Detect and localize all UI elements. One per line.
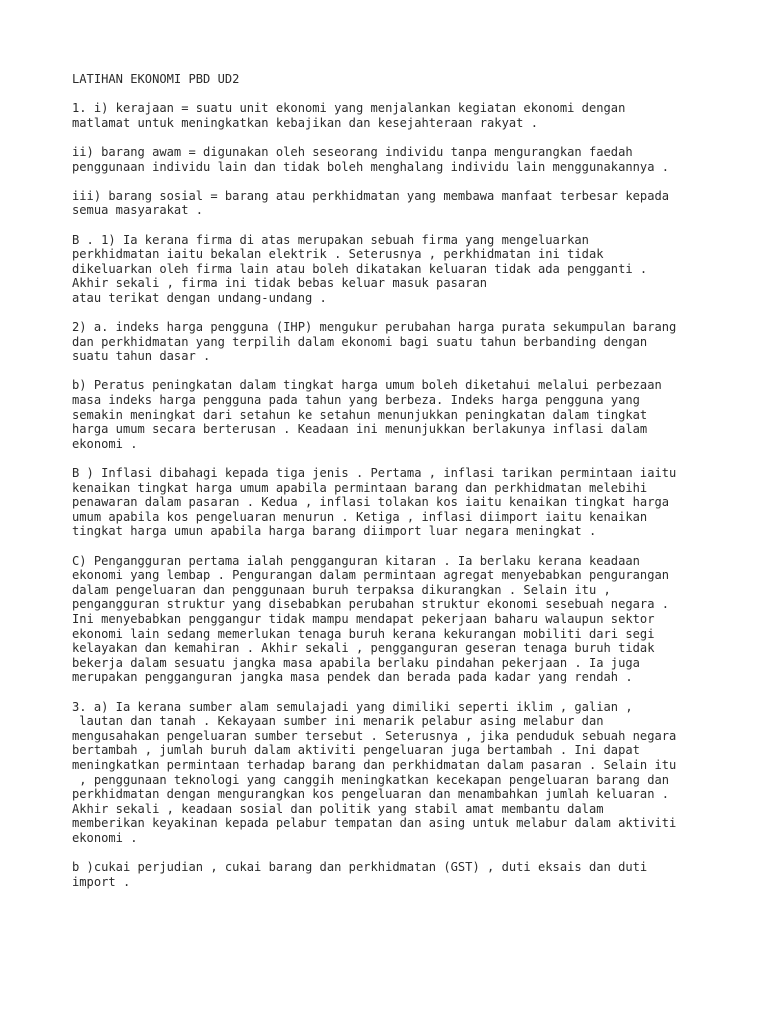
text-line: penawaran dalam pasaran . Kedua , inflasi tolakan kos iaitu kenaikan tingkat harga — [72, 495, 670, 510]
text-line: matlamat untuk meningkatkan kebajikan dan kesejahteraan rakyat . — [72, 115, 538, 130]
paragraph — [72, 466, 712, 539]
text-line: B . 1) Ia kerana firma di atas merupakan sebuah firma yang mengeluarkan — [72, 232, 589, 247]
paragraph — [72, 101, 712, 130]
text-line: B ) Inflasi dibahagi kepada tiga jenis . Pertama , inflasi tarikan permintaan iaitu — [72, 466, 677, 481]
document-title: LATIHAN EKONOMI PBD UD2 — [72, 72, 240, 86]
text-line: mengusahakan pengeluaran sumber tersebut . Seterusnya , jika penduduk sebuah negara — [72, 728, 677, 743]
text-line: 1. i) kerajaan = suatu unit ekonomi yang menjalankan kegiatan ekonomi dengan — [72, 101, 626, 116]
paragraph — [72, 145, 712, 174]
text-line: Akhir sekali , keadaan sosial dan politik yang stabil amat membantu dalam — [72, 801, 604, 816]
text-line: perkhidmatan iaitu bekalan elektrik . Seterusnya , perkhidmatan ini tidak — [72, 247, 604, 262]
text-line: kenaikan tingkat harga umum apabila permintaan barang dan perkhidmatan melebihi — [72, 480, 648, 495]
text-line: , penggunaan teknologi yang canggih meningkatkan kecekapan pengeluaran barang dan — [72, 772, 670, 787]
text-line: penggunaan individu lain dan tidak boleh menghalang individu lain menggunakannya . — [72, 159, 670, 174]
text-line: Akhir sekali , firma ini tidak bebas keluar masuk pasaran — [72, 276, 488, 291]
text-line: dan perkhidmatan yang terpilih dalam ekonomi bagi suatu tahun berbanding dengan — [72, 334, 648, 349]
text-line: bekerja dalam sesuatu jangka masa apabila berlaku pindahan pekerjaan . Ia juga — [72, 655, 640, 670]
text-line: bertambah , jumlah buruh dalam aktiviti pengeluaran juga bertambah . Ini dapat — [72, 743, 640, 758]
paragraph — [72, 378, 712, 451]
text-line: ekonomi lain sedang memerlukan tenaga buruh kerana kekurangan mobiliti dari segi — [72, 626, 655, 641]
text-line: kelayakan dan kemahiran . Akhir sekali , pengganguran geseran tenaga buruh tidak — [72, 641, 655, 656]
text-line: 3. a) Ia kerana sumber alam semulajadi yang dimiliki seperti iklim , galian , — [72, 699, 633, 714]
text-line: ekonomi yang lembap . Pengurangan dalam permintaan agregat menyebabkan pengurangan — [72, 568, 670, 583]
paragraph — [72, 233, 712, 306]
text-line: iii) barang sosial = barang atau perkhidmatan yang membawa manfaat terbesar kepada — [72, 188, 670, 203]
text-line: semakin meningkat dari setahun ke setahun menunjukkan peningkatan dalam tingkat — [72, 407, 648, 422]
text-line: dalam pengeluaran dan penggunaan buruh terpaksa dikurangkan . Selain itu , — [72, 582, 611, 597]
text-line: ekonomi . — [72, 436, 138, 451]
text-line: suatu tahun dasar . — [72, 349, 211, 364]
text-line: atau terikat dengan undang-undang . — [72, 290, 327, 305]
paragraph — [72, 554, 712, 685]
text-line: Ini menyebabkan penggangur tidak mampu mendapat pekerjaan baharu walaupun sektor — [72, 611, 655, 626]
paragraph — [72, 320, 712, 364]
text-line: harga umum secara berterusan . Keadaan ini menunjukkan berlakunya inflasi dalam — [72, 422, 648, 437]
text-line: ekonomi . — [72, 830, 138, 845]
text-line: dikeluarkan oleh firma lain atau boleh dikatakan keluaran tidak ada pengganti . — [72, 261, 648, 276]
paragraph-list — [72, 101, 712, 889]
paragraph — [72, 860, 712, 889]
document-body — [72, 72, 712, 904]
text-line: lautan dan tanah . Kekayaan sumber ini menarik pelabur asing melabur dan — [72, 714, 604, 729]
text-line: import . — [72, 874, 131, 889]
text-line: C) Pengangguran pertama ialah pengganguran kitaran . Ia berlaku kerana keadaan — [72, 553, 640, 568]
text-line: masa indeks harga pengguna pada tahun yang berbeza. Indeks harga pengguna yang — [72, 393, 640, 408]
text-line: 2) a. indeks harga pengguna (IHP) mengukur perubahan harga purata sekumpulan barang — [72, 320, 677, 335]
text-line: pengangguran struktur yang disebabkan perubahan struktur ekonomi sesebuah negara . — [72, 597, 670, 612]
text-line: merupakan pengganguran jangka masa pendek dan berada pada kadar yang rendah . — [72, 670, 633, 685]
text-line: tingkat harga umun apabila harga barang diimport luar negara meningkat . — [72, 524, 597, 539]
text-line: b )cukai perjudian , cukai barang dan perkhidmatan (GST) , duti eksais dan duti — [72, 860, 648, 875]
text-line: b) Peratus peningkatan dalam tingkat harga umum boleh diketahui melalui perbezaan — [72, 378, 662, 393]
paragraph — [72, 189, 712, 218]
text-line: perkhidmatan dengan mengurangkan kos pengeluaran dan menambahkan jumlah keluaran . — [72, 787, 670, 802]
text-line: ii) barang awam = digunakan oleh seseorang individu tanpa mengurangkan faedah — [72, 144, 633, 159]
text-line: meningkatkan permintaan terhadap barang dan perkhidmatan dalam pasaran . Selain itu — [72, 757, 677, 772]
text-line: memberikan keyakinan kepada pelabur tempatan dan asing untuk melabur dalam aktiviti — [72, 816, 677, 831]
text-line: semua masyarakat . — [72, 203, 204, 218]
paragraph — [72, 700, 712, 846]
text-line: umum apabila kos pengeluaran menurun . Ketiga , inflasi diimport iaitu kenaikan — [72, 509, 648, 524]
